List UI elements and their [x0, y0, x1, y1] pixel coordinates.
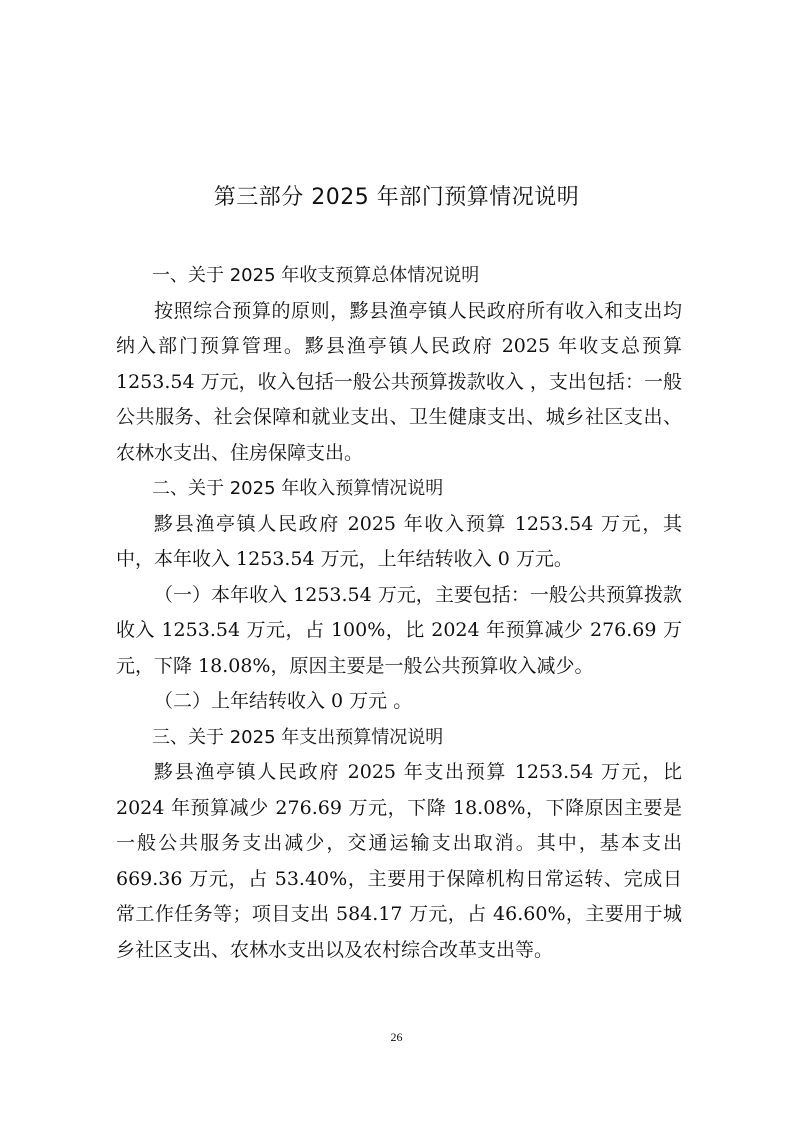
paragraph-income-current-year: （一）本年收入 1253.54 万元，主要包括：一般公共预算拨款收入 1253.54 万元，占 100%，比 2024 年预算减少 276.69 万元，下降 18.08%，原因主要是一般公共预算收入减少。 [116, 583, 682, 677]
section-heading-overview: 一、关于 2025 年收支预算总体情况说明 [152, 265, 480, 286]
page-title: 第三部分 2025 年部门预算情况说明 [213, 185, 580, 210]
paragraph-income-carryover: （二）上年结转收入 0 万元 。 [154, 690, 413, 712]
paragraph-overview: 按照综合预算的原则，黟县渔亭镇人民政府所有收入和支出均纳入部门预算管理。黟县渔亭镇人民政府 2025 年收支总预算 1253.54 万元，收入包括一般公共预算拨款收入 ，支出包括：一般公共服务、社会保障和就业支出、卫生健康支出、城乡社区支出、农林水支出、住房保障支出。 [116, 299, 682, 464]
section-heading-expenditure: 三、关于 2025 年支出预算情况说明 [152, 726, 444, 748]
page-number: 26 [390, 1030, 403, 1044]
paragraph-income-summary: 黟县渔亭镇人民政府 2025 年收入预算 1253.54 万元，其中，本年收入 1253.54 万元，上年结转收入 0 万元。 [116, 512, 682, 570]
paragraph-expenditure: 黟县渔亭镇人民政府 2025 年支出预算 1253.54 万元，比 2024 年预算减少 276.69 万元，下降 18.08%，下降原因主要是一般公共服务支出减少，交通运输支出取消。其中，基本支出 669.36 万元，占 53.40%，主要用于保障机构日常运转、完成日常工作任务等；项目支出 584.17 万元，占 46.60%，主要用于城乡社区支出、农林水支出以及农村综合改革支出等。 [116, 761, 682, 961]
document-body [116, 258, 682, 968]
section-heading-income: 二、关于 2025 年收入预算情况说明 [152, 478, 444, 499]
